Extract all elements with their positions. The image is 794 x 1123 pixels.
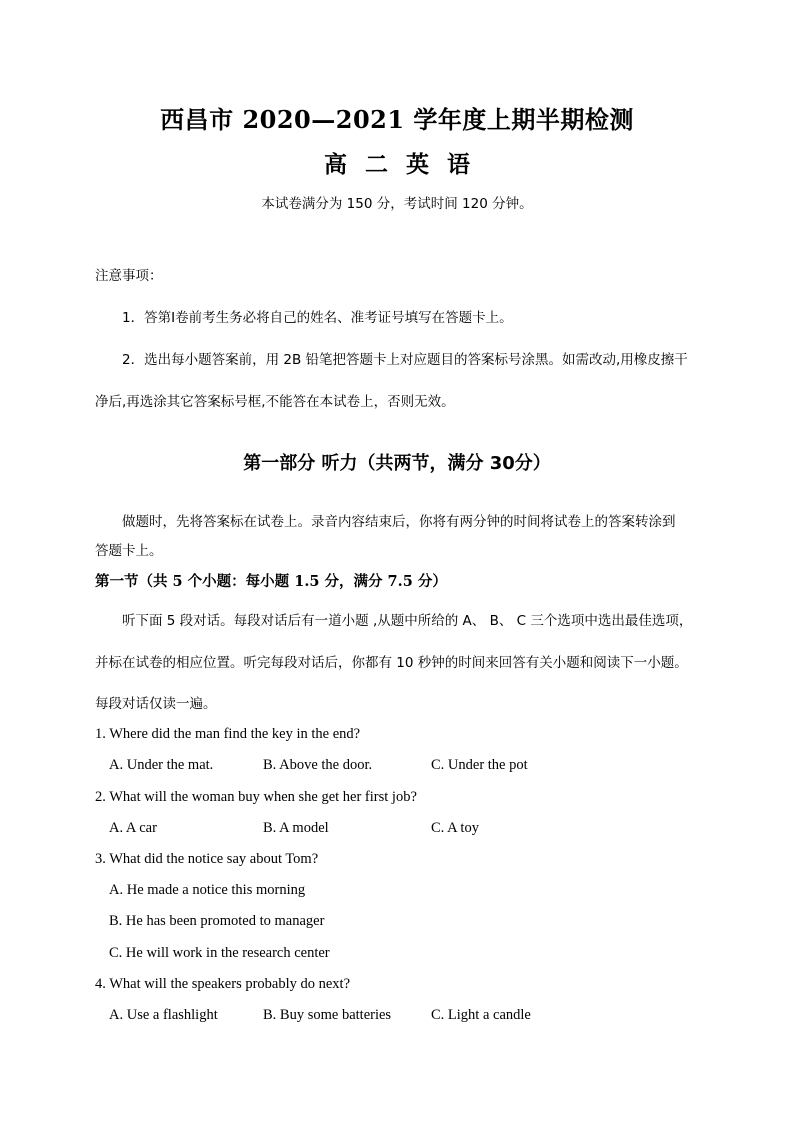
section1-instructions-line-2: 并标在试卷的相应位置。听完每段对话后，你都有 10 秒钟的时间来回答有关小题和阅读下一小题。 — [95, 655, 688, 671]
notice-item-1: 1．答第Ⅰ卷前考生务必将自己的姓名、准考证号填写在答题卡上。 — [122, 310, 513, 326]
question-4: 4. What will the speakers probably do next? — [95, 976, 351, 992]
question-4-option-a: A. Use a flashlight — [109, 1007, 218, 1023]
question-4-option-c: C. Light a candle — [431, 1007, 531, 1023]
question-1-option-c: C. Under the pot — [431, 757, 528, 773]
question-1: 1. Where did the man find the key in the end? — [95, 726, 361, 742]
question-1-option-b: B. Above the door. — [263, 757, 373, 773]
question-3-option-a: A. He made a notice this morning — [109, 882, 306, 898]
section1-instructions-line-1: 听下面 5 段对话。每段对话后有一道小题 ,从题中所给的 A、 B、 C 三个选项中选出最佳选项， — [122, 613, 693, 629]
question-4-option-b: B. Buy some batteries — [263, 1007, 392, 1023]
notice-heading: 注意事项： — [95, 268, 163, 284]
exam-subject: 高 二 英 语 — [323, 151, 471, 178]
part1-title: 第一部分 听力（共两节，满分 30分） — [243, 453, 551, 474]
part1-intro-line-2: 答题卡上。 — [95, 543, 163, 559]
exam-info: 本试卷满分为 150 分，考试时间 120 分钟。 — [261, 196, 533, 212]
question-2-option-b: B. A model — [263, 820, 329, 836]
question-2: 2. What will the woman buy when she get her first job? — [95, 789, 417, 805]
question-1-option-a: A. Under the mat. — [109, 757, 214, 773]
question-3-option-b: B. He has been promoted to manager — [109, 913, 325, 929]
question-2-option-a: A. A car — [109, 820, 157, 836]
question-3-option-c: C. He will work in the research center — [109, 945, 330, 961]
question-2-option-c: C. A toy — [431, 820, 479, 836]
part1-intro-line-1: 做题时，先将答案标在试卷上。录音内容结束后，你将有两分钟的时间将试卷上的答案转涂到 — [122, 514, 676, 530]
notice-item-2-line-1: 2．选出每小题答案前，用 2B 铅笔把答题卡上对应题目的答案标号涂黑。如需改动,用橡皮擦干 — [122, 352, 688, 368]
exam-title: 西昌市 2020—2021 学年度上期半期检测 — [160, 105, 634, 134]
section1-instructions-line-3: 每段对话仅读一遍。 — [95, 696, 217, 712]
notice-item-2-line-2: 净后,再选涂其它答案标号框,不能答在本试卷上，否则无效。 — [95, 394, 455, 410]
question-3: 3. What did the notice say about Tom? — [95, 851, 319, 867]
section1-heading: 第一节（共 5 个小题：每小题 1.5 分，满分 7.5 分） — [95, 573, 447, 590]
